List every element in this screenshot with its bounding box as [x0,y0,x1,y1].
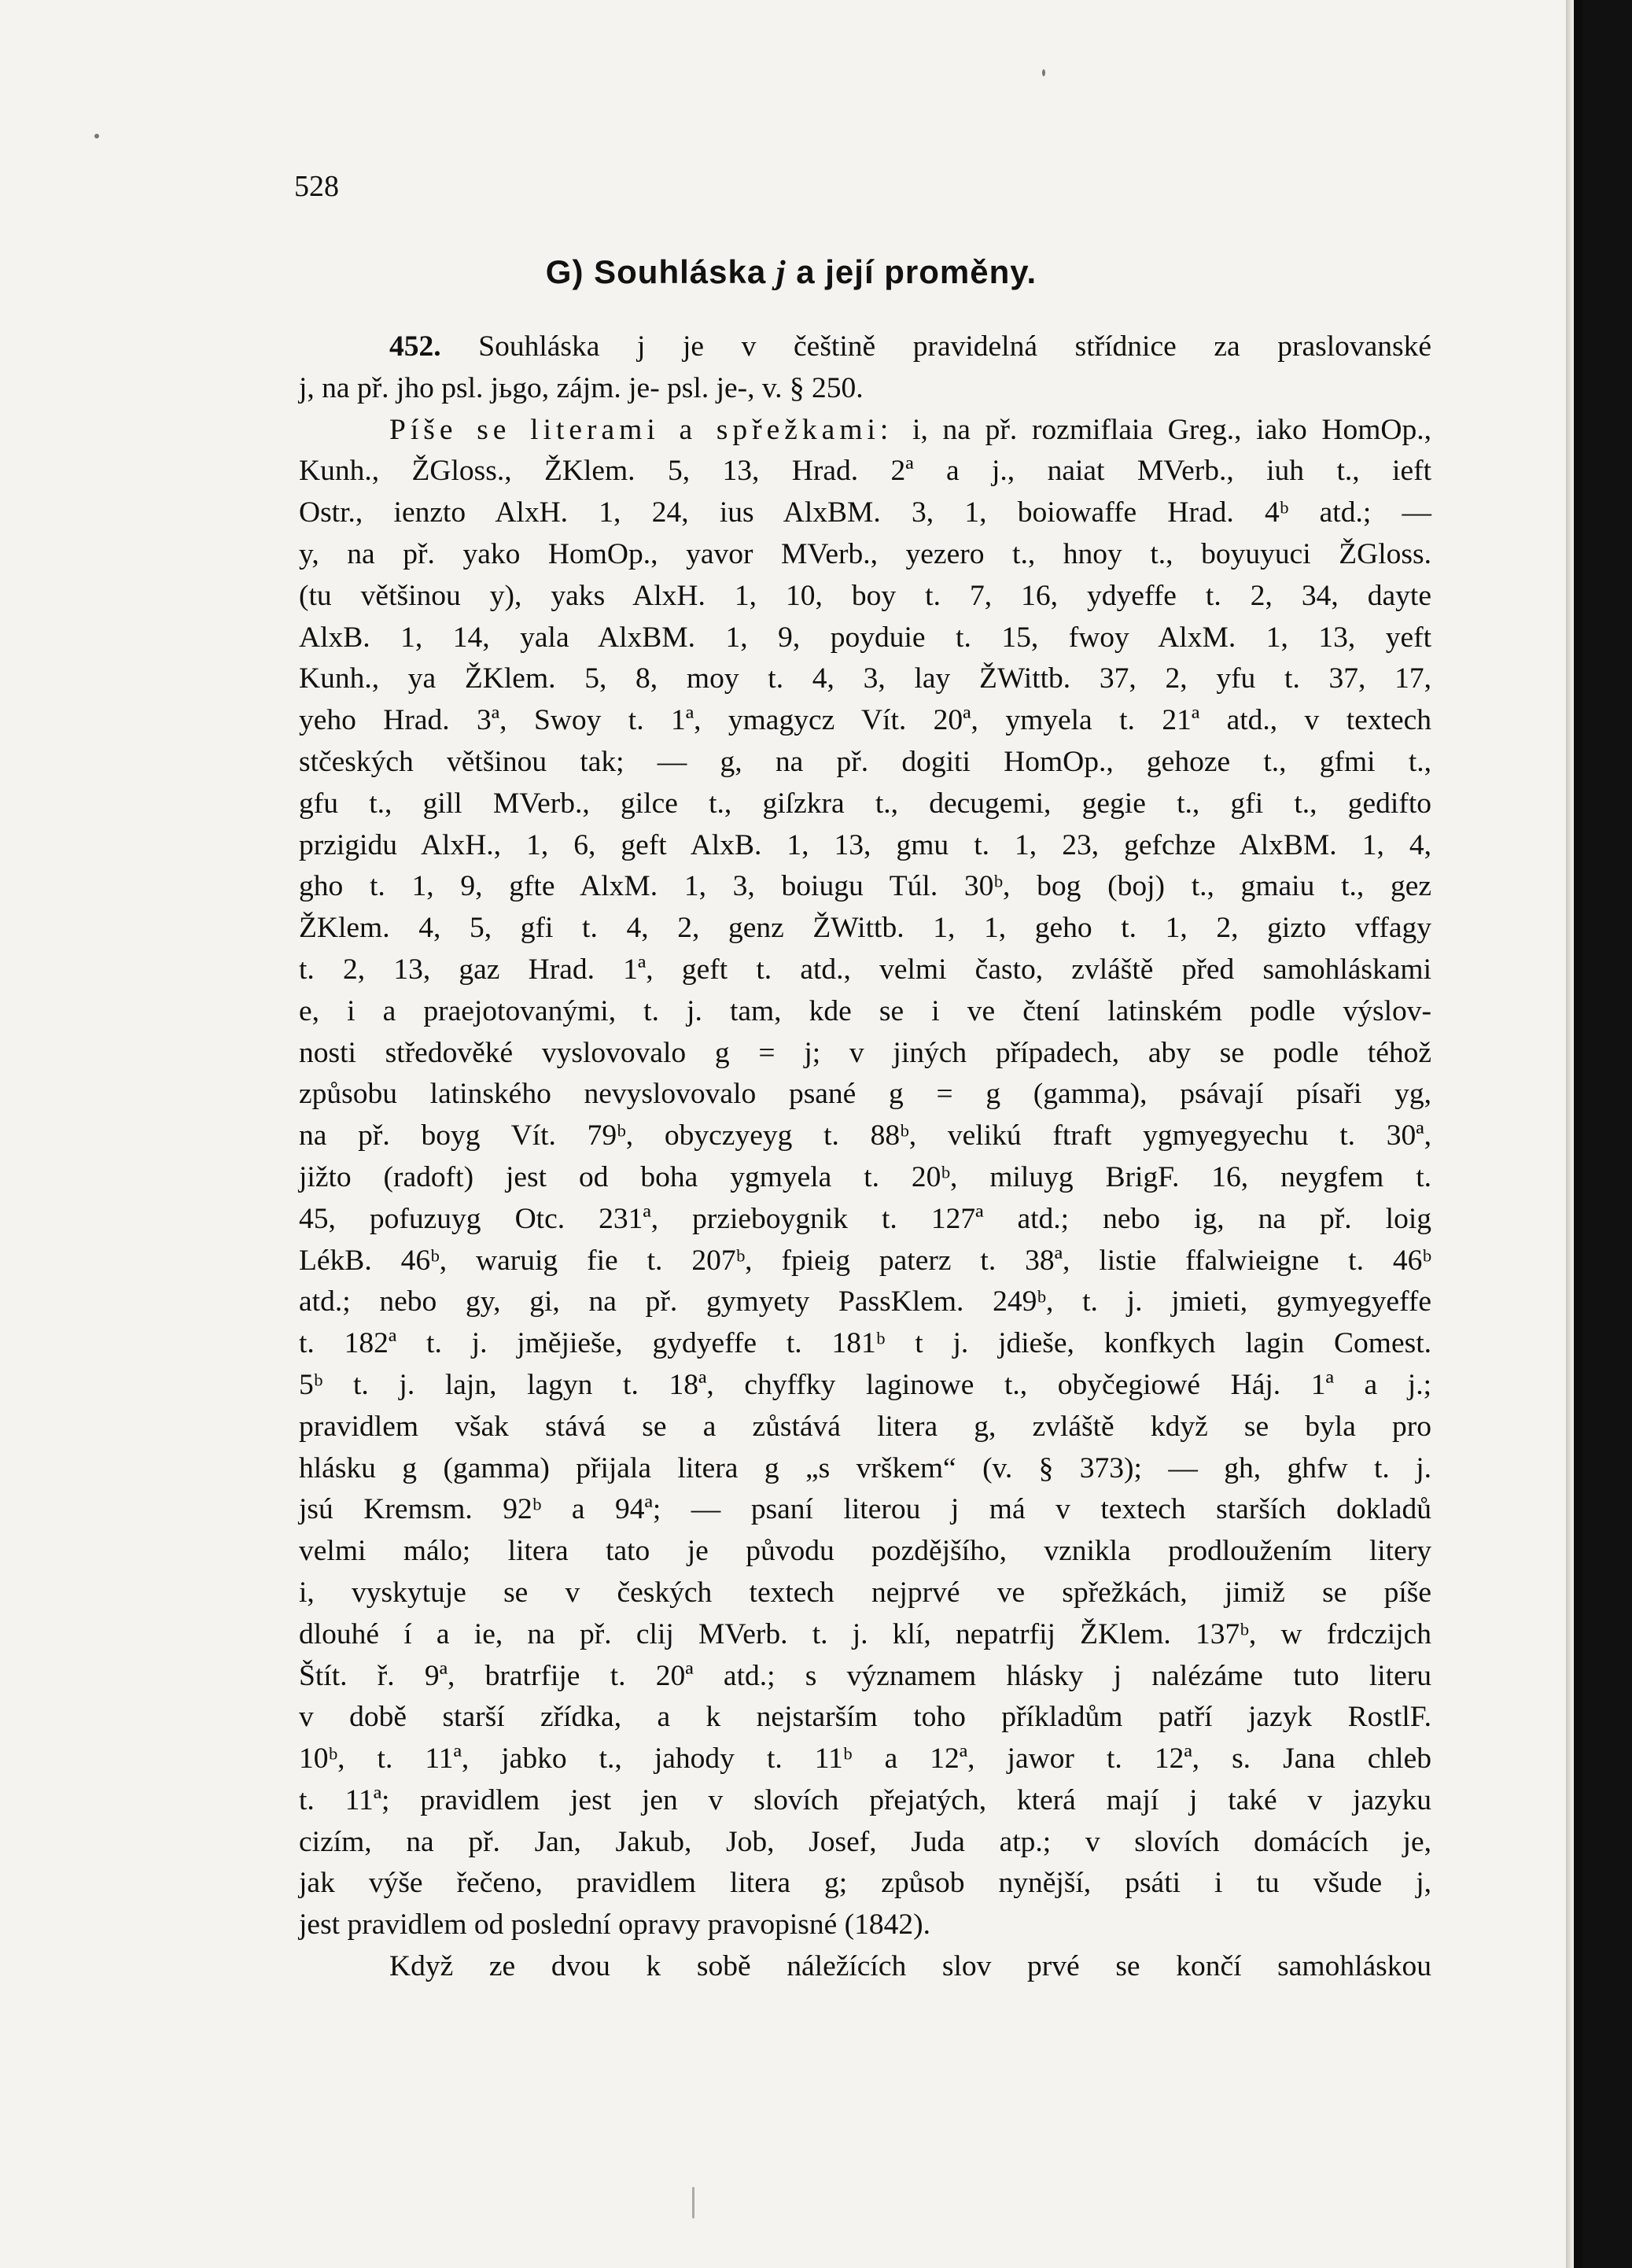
text-line: LékB. 46ᵇ, waruig fie t. 207ᵇ, fpieig paterz t. 38ª, listie ffalwieigne t. 46ᵇ [299,1244,1431,1277]
text-line: na př. boyg Vít. 79ᵇ, obyczyeyg t. 88ᵇ, velikú ftraft ygmyegyechu t. 30ª, [299,1119,1431,1152]
text-line: gfu t., gill MVerb., gilce t., giſzkra t., decugemi, gegie t., gfi t., gedifto [299,787,1431,820]
paragraph-first-line: 452. Souhláska j je v češtině pravidelná střídnice za praslovanské [389,330,1431,363]
body-text [299,326,1431,1988]
text-line: velmi málo; litera tato je původu pozdějšího, vznikla prodloužením litery [299,1535,1431,1568]
text-line: gho t. 1, 9, gfte AlxM. 1, 3, boiugu Túl. 30ᵇ, bog (boj) t., gmaiu t., gez [299,870,1431,903]
speck [692,2187,694,2218]
text-line: Štít. ř. 9ª, bratrfije t. 20ª atd.; s významem hlásky j nalézáme tuto literu [299,1659,1431,1692]
text-line: Kunh., ŽGloss., ŽKlem. 5, 13, Hrad. 2ª a j., naiat MVerb., iuh t., ieft [299,455,1431,488]
text-line: pravidlem však stává se a zůstává litera g, zvláště když se byla pro [299,1410,1431,1443]
text-line: j, na př. jho psl. jьgo, zájm. je- psl. je-, v. § 250. [299,371,864,404]
text-line: jak výše řečeno, pravidlem litera g; způsob nynější, psáti i tu všude j, [299,1867,1431,1900]
section-number: 452. [389,330,441,363]
section-heading: G) Souhláska j a její proměny. [545,253,1037,291]
text-line: yeho Hrad. 3ª, Swoy t. 1ª, ymagycz Vít. 20ª, ymyela t. 21ª atd., v textech [299,704,1431,737]
text-line: AlxB. 1, 14, yala AlxBM. 1, 9, poyduie t. 15, fwoy AlxM. 1, 13, yeft [299,621,1431,654]
text-line: hlásku g (gamma) přijala litera g „s vrškem“ (v. § 373); — gh, ghfw t. j. [299,1451,1431,1484]
text-line: cizím, na př. Jan, Jakub, Job, Josef, Juda atp.; v slovích domácích je, [299,1825,1431,1858]
text-line: Ostr., ienzto AlxH. 1, 24, ius AlxBM. 3, 1, boiowaffe Hrad. 4ᵇ atd.; — [299,496,1431,529]
text-line: Kunh., ya ŽKlem. 5, 8, moy t. 4, 3, lay ŽWittb. 37, 2, yfu t. 37, 17, [299,662,1431,695]
text-line: t. 182ª t. j. jmějieše, gydyeffe t. 181ᵇ t j. jdieše, konfkych lagin Comest. [299,1327,1431,1360]
text-line: jižto (radoft) jest od boha ygmyela t. 20ᵇ, miluyg BrigF. 16, neygfem t. [299,1160,1431,1193]
text-line: t. 11ª; pravidlem jest jen v slovích přejatých, která mají j také v jazyku [299,1783,1431,1816]
text-line: způsobu latinského nevyslovovalo psané g = g (gamma), psávají písaři yg, [299,1078,1431,1111]
text-line: e, i a praejotovanými, t. j. tam, kde se i ve čtení latinském podle výslov- [299,994,1431,1027]
text-line: t. 2, 13, gaz Hrad. 1ª, geft t. atd., velmi často, zvláště před samohláskami [299,953,1431,986]
text-line: ŽKlem. 4, 5, gfi t. 4, 2, genz ŽWittb. 1, 1, geho t. 1, 2, gizto vffagy [299,912,1431,945]
page-number: 528 [294,170,339,203]
text-line: y, na př. yako HomOp., yavor MVerb., yezero t., hnoy t., boyuyuci ŽGloss. [299,537,1431,570]
text-line: 10ᵇ, t. 11ª, jabko t., jahody t. 11ᵇ a 12ª, jawor t. 12ª, s. Jana chleb [299,1742,1431,1776]
text-line: 5ᵇ t. j. lajn, lagyn t. 18ª, chyffky laginowe t., obyčegiowé Háj. 1ª a j.; [299,1368,1431,1401]
text-line: jest pravidlem od poslední opravy pravopisné (1842). [299,1908,930,1942]
text-line: Píše se literami a spřežkami: i, na př. rozmiflaia Greg., iako HomOp., [389,413,1431,446]
speck [1042,69,1045,76]
paragraph-first-line: Když ze dvou k sobě náležících slov prvé se končí samohláskou [389,1950,1431,1983]
text-line: 45, pofuzuyg Otc. 231ª, przieboygnik t. 127ª atd.; nebo ig, na př. loig [299,1202,1431,1235]
text-line: i, vyskytuje se v českých textech nejprvé ve spřežkách, jimiž se píše [299,1576,1431,1609]
text-line: przigidu AlxH., 1, 6, geft AlxB. 1, 13, gmu t. 1, 23, gefchze AlxBM. 1, 4, [299,828,1431,861]
text-line: v době starší zřídka, a k nejstarším toho příkladům patří jazyk RostlF. [299,1701,1431,1734]
text-line: (tu většinou y), yaks AlxH. 1, 10, boy t. 7, 16, ydyeffe t. 2, 34, dayte [299,579,1431,612]
text-line: nosti středověké vyslovovalo g = j; v jiných případech, aby se podle téhož [299,1036,1431,1069]
text-line: atd.; nebo gy, gi, na př. gymyety PassKlem. 249ᵇ, t. j. jmieti, gymyegyeffe [299,1285,1431,1318]
speck [94,134,99,138]
text-line: jsú Kremsm. 92ᵇ a 94ª; — psaní literou j má v textech starších dokladů [299,1493,1431,1526]
text-line: dlouhé í a ie, na př. clij MVerb. t. j. klí, nepatrfij ŽKlem. 137ᵇ, w frdczijch [299,1617,1431,1650]
text-line: stčeských většinou tak; — g, na př. dogiti HomOp., gehoze t., gfmi t., [299,745,1431,778]
